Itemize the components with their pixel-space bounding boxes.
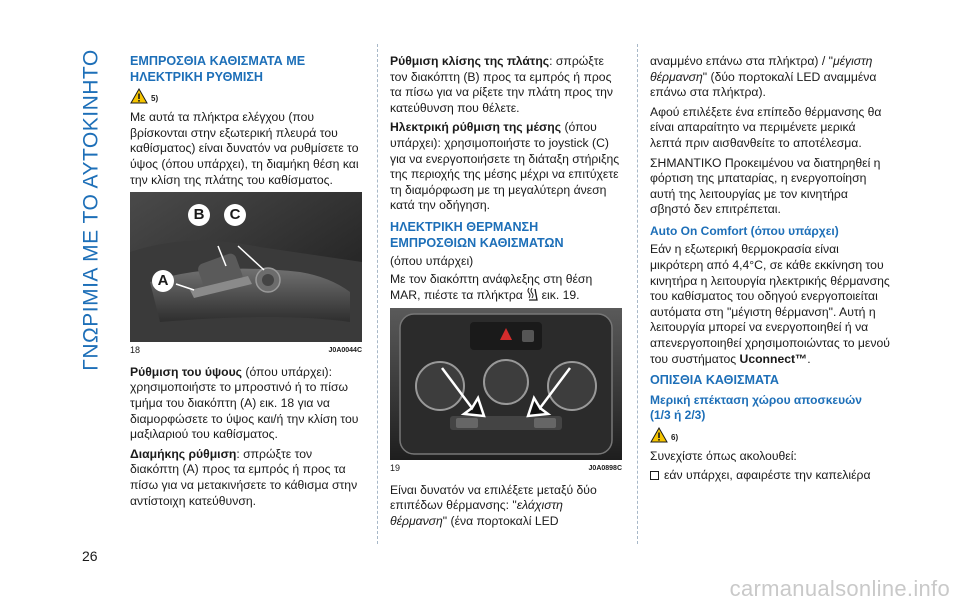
paragraph-text: : σπρώξτε τον διακόπτη (A) προς τα εμπρός ή προς τα πίσω για να μετακινήσετε το κάθισμα στην αντίστοιχη κατεύθυνση.: [130, 446, 358, 508]
side-chapter-title: [78, 40, 106, 380]
intro-paragraph: Με αυτά τα πλήκτρα ελέγχου (που βρίσκονται στην εξωτερική πλευρά του καθίσματος) είναι δυνατόν να ρυθμίσετε το ύψος (όπου υπάρχει), τη διαμήκη θέση και την κλίση της πλάτης του καθίσματος.: [130, 110, 359, 187]
checkbox-bullet-icon: [650, 471, 659, 480]
paragraph-text: αναμμένο επάνω στα πλήκτρα) / ": [650, 54, 833, 68]
figure-caption: [130, 343, 362, 359]
warning-ref-number: 5): [151, 94, 159, 104]
callout-c: C: [224, 204, 246, 226]
paragraph-text: Με τον διακόπτη ανάφλεξης στη θέση MAR, πιέστε τα πλήκτρα: [390, 271, 593, 303]
paragraph-text: Εάν η εξωτερική θερμοκρασία είναι μικρότερη από 4,4°C, σε κάθε εκκίνηση του κινητήρα η λειτουργία ηλεκτρικής θέρμανσης του καθίσματος του οδηγού ενεργοποιείται αυτόματα στη "μέγιστη θέρμανση". Αυτή η λειτουργία μπορεί να ενεργοποιηθεί ή να απενεργοποιηθεί χρησιμοποιώντας το μενού του συστήματος: [650, 242, 890, 366]
page-number: 26: [82, 548, 98, 564]
paragraph-lead: Ηλεκτρική ρύθμιση της μέσης: [390, 120, 562, 135]
important-note: ΣΗΜΑΝΤΙΚΟ Προκειμένου να διατηρηθεί η φόρτιση της μπαταρίας, η ενεργοποίηση αυτή της λειτουργίας με τον κινητήρα σβηστό δεν επιτρέπεται.: [650, 155, 881, 217]
length-paragraph: [130, 447, 362, 509]
brand-name: Uconnect™: [739, 351, 808, 366]
paragraph-text: (όπου υπάρχει): χρησιμοποιήστε το joystick (C) για να ενεργοποιήσετε τη διάταξη στήριξης της περιοχής της μέσης μέχρι να επιτύχετε τη διαμόρφωση με τη μεγαλύτερη άνεση κατά την οδήγηση.: [390, 120, 620, 213]
paragraph-text: : σπρώξτε τον διακόπτη (B) προς τα εμπρός ή προς τα πίσω για να ρίξετε την πλάτη προς την κατεύθυνση που θέλετε.: [390, 54, 614, 115]
column-2: [390, 54, 622, 533]
figure-number: 18: [130, 345, 141, 356]
heading-line: ΗΛΕΚΤΡΙΚΗ ΘΕΡΜΑΝΣΗ: [390, 219, 539, 234]
section-heading: [130, 54, 362, 85]
proceed-text: Συνεχίστε όπως ακολουθεί:: [650, 448, 797, 463]
warning-ref-number: 6): [671, 432, 679, 442]
extension-heading: [650, 393, 890, 424]
figure-18-photo: [130, 192, 362, 342]
seat-heating-icon: [526, 287, 538, 301]
column-divider: [377, 44, 378, 544]
side-chapter-title-text: ΓΝΩΡΙΜΙΑ ΜΕ ΤΟ ΑΥΤΟΚΙΝΗΤΟ: [80, 49, 104, 371]
warning-triangle-icon: [650, 427, 668, 443]
list-item: [650, 468, 890, 484]
recline-paragraph: [390, 54, 622, 116]
warning-reference: [130, 88, 362, 108]
column-1: [130, 54, 362, 513]
heading-line: Μερική επέκταση χώρου αποσκευών: [650, 392, 862, 407]
callout-b: B: [188, 204, 210, 226]
paragraph-text: .: [807, 351, 811, 366]
heading-line: (1/3 ή 2/3): [650, 408, 706, 423]
select-paragraph: Αφού επιλέξετε ένα επίπεδο θέρμανσης θα είναι απαραίτητο να περιμένετε μερικά λεπτά πριν αισθανθείτε το αποτέλεσμα.: [650, 104, 882, 150]
figure-code: J0A0898C: [588, 464, 622, 472]
callout-a: A: [152, 270, 174, 292]
column-3: [650, 54, 890, 484]
figure-number: 19: [390, 462, 401, 473]
italic-term: ελάχιστη θέρμανση: [390, 498, 563, 528]
paragraph-text: " (δύο πορτοκαλί LED αναμμένα επάνω στα πλήκτρα).: [650, 69, 877, 100]
paragraph-text: (όπου υπάρχει): χρησιμοποιήστε το μπροστινό ή το πίσω τμήμα του διακόπτη (A) εικ. 18 για να διαμορφώσετε το ύψος και/ή την κλίση του μαξιλαριού του καθίσματος.: [130, 364, 359, 442]
lumbar-paragraph: [390, 120, 622, 214]
auto-on-comfort-heading: Auto On Comfort (όπου υπάρχει): [650, 223, 839, 238]
paragraph-lead: Ρύθμιση κλίσης της πλάτης: [390, 54, 550, 68]
heading-line: ΗΛΕΚΤΡΙΚΗ ΡΥΘΜΙΣΗ: [130, 69, 264, 84]
list-item-text: εάν υπάρχει, αφαιρέστε την καπελιέρα: [664, 468, 871, 483]
availability-note: (όπου υπάρχει): [390, 254, 474, 269]
auto-paragraph: [650, 242, 890, 367]
column-divider: [637, 44, 638, 544]
height-paragraph: [130, 365, 362, 443]
rear-seats-heading: ΟΠΙΣΘΙΑ ΚΑΘΙΣΜΑΤΑ: [650, 373, 779, 388]
warning-triangle-icon: [130, 88, 148, 104]
figure-code: J0A0044C: [328, 347, 362, 355]
paragraph-text: Είναι δυνατόν να επιλέξετε μεταξύ δύο επιπέδων θέρμανσης: ": [390, 482, 597, 513]
paragraph-lead: Διαμήκης ρύθμιση: [130, 446, 237, 461]
italic-term: μέγιστη θέρμανση: [650, 54, 873, 84]
paragraph-text: " (ένα πορτοκαλί LED: [442, 513, 559, 528]
figure-19-photo: [390, 308, 622, 460]
warning-reference: [650, 427, 890, 447]
paragraph-lead: Ρύθμιση του ύψους: [130, 364, 242, 379]
watermark: carmanualsonline.info: [729, 576, 950, 601]
figure-caption: [390, 461, 622, 477]
heading-line: ΕΜΠΡΟΣΘΙΩΝ ΚΑΘΙΣΜΑΤΩΝ: [390, 235, 564, 250]
levels-paragraph: [390, 483, 622, 530]
section-heading: [390, 220, 622, 251]
paragraph-text: εικ. 19.: [541, 288, 580, 303]
heating-intro: [390, 272, 622, 304]
levels-continued: [650, 54, 890, 101]
heading-line: ΕΜΠΡΟΣΘΙΑ ΚΑΘΙΣΜΑΤΑ ΜΕ: [130, 54, 306, 68]
